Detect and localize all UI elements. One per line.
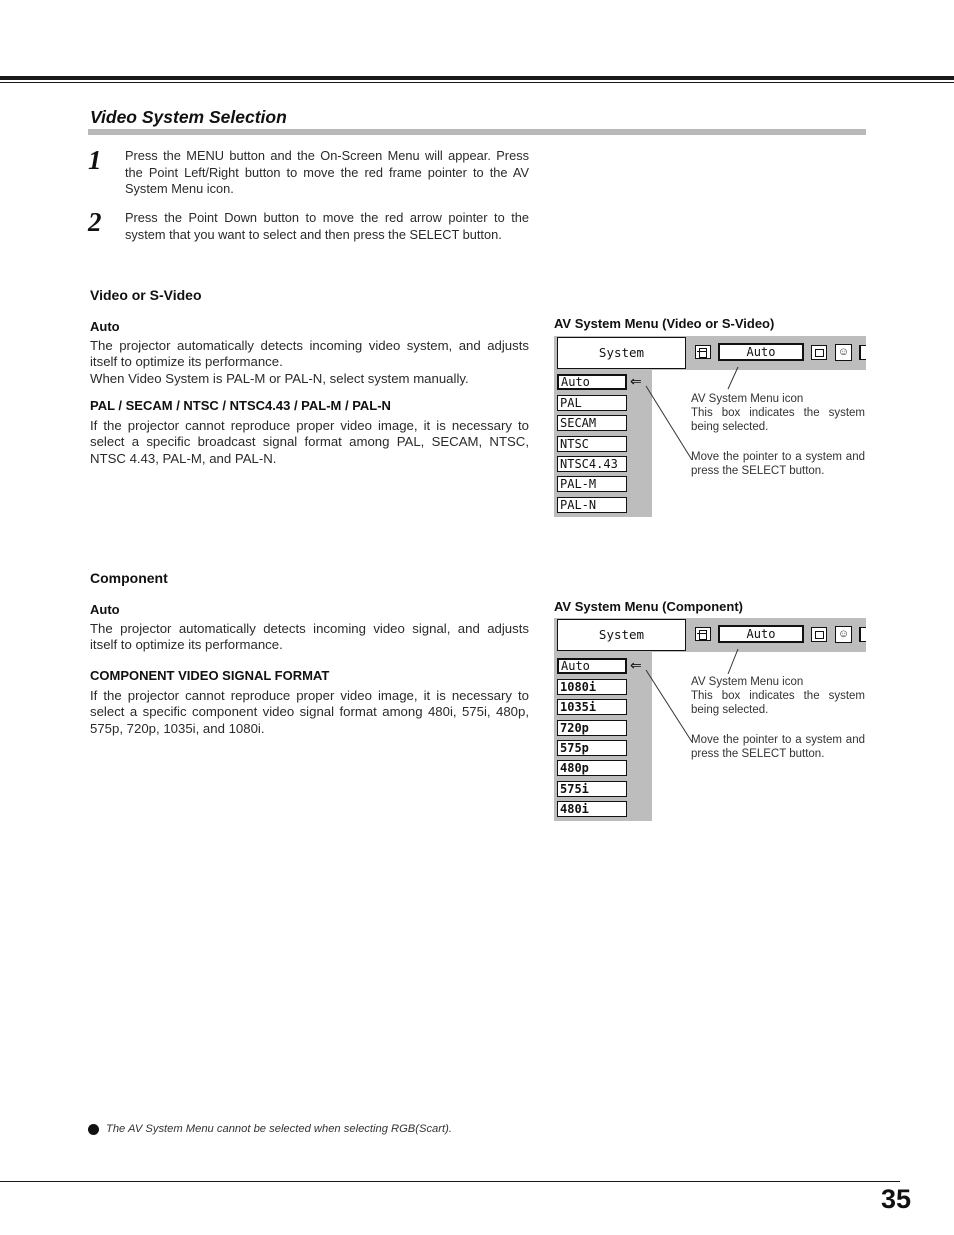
menu-system-label: System [557,337,686,369]
component-figure-caption: AV System Menu (Component) [554,599,743,614]
menu-item-pal-m: PAL-M [557,476,627,492]
av-system-menu-icon: Auto [718,343,804,361]
step-2-text: Press the Point Down button to move the red arrow pointer to the system that you want to select and then press the SELECT button. [125,210,529,242]
component-formats-text: If the projector cannot reproduce proper video image, it is necessary to select a specific component video signal format among 480i, 575i, 480p, 575p, 720p, 1035i, and 1080i. [90,688,529,736]
title-underline-bar [88,129,866,135]
video-callout-icon-text: This box indicates the system being selected. [691,407,865,433]
menu-item-480p: 480p [557,760,627,776]
component-formats-heading: COMPONENT VIDEO SIGNAL FORMAT [90,668,330,683]
menu-item-575i: 575i [557,781,627,797]
menu-item-auto: Auto [557,374,627,390]
component-heading: Component [90,570,168,586]
step-1-text: Press the MENU button and the On-Screen Menu will appear. Press the Point Left/Right button to move the red frame pointer to the AV System Menu icon. [125,148,529,196]
step-number-2: 2 [88,207,102,237]
video-auto-text: The projector automatically detects incoming video system, and adjusts itself to optimize its performance. [90,338,529,370]
av-system-menu-icon: Auto [718,625,804,643]
header-rule-thin [0,82,954,83]
section-title: Video System Selection [90,107,287,127]
menu-item-1080i: 1080i [557,679,627,695]
video-formats-text: If the projector cannot reproduce proper video image, it is necessary to select a specific broadcast signal format among PAL, SECAM, NTSC, NTSC 4.43, PAL-M, and PAL-N. [90,418,529,466]
menu-item-ntsc: NTSC [557,436,627,452]
component-callout-icon-text: This box indicates the system being selected. [691,690,865,716]
component-auto-text: The projector automatically detects incoming video signal, and adjusts itself to optimize its performance. [90,621,529,653]
menu-item-auto: Auto [557,658,627,674]
footnote: The AV System Menu cannot be selected when selecting RGB(Scart). [106,1123,452,1135]
page-number: 35 [881,1184,912,1214]
menu-item-480i: 480i [557,801,627,817]
video-figure-caption: AV System Menu (Video or S-Video) [554,316,775,331]
video-callout-icon-title: AV System Menu icon [691,393,804,405]
header-rule [0,76,954,80]
video-auto-note: When Video System is PAL-M or PAL-N, select system manually. [90,371,469,386]
bullet-icon [88,1124,99,1135]
setting-face-icon: ☺ [835,626,852,643]
menu-item-pal-n: PAL-N [557,497,627,513]
component-callout-lines [554,618,866,822]
video-auto-heading: Auto [90,319,120,334]
video-callout-pointer-text: Move the pointer to a system and press the SELECT button. [691,451,865,477]
component-auto-heading: Auto [90,602,120,617]
video-heading: Video or S-Video [90,287,202,303]
menu-item-720p: 720p [557,720,627,736]
step-number-1: 1 [88,145,102,175]
menu-item-ntsc443: NTSC4.43 [557,456,627,472]
red-arrow-pointer-icon: ⇐ [630,373,642,389]
footer-rule [0,1181,900,1182]
menu-item-575p: 575p [557,740,627,756]
component-callout-icon-title: AV System Menu icon [691,676,804,688]
video-formats-heading: PAL / SECAM / NTSC / NTSC4.43 / PAL-M / PAL-N [90,398,391,413]
menu-system-label: System [557,619,686,651]
setting-face-icon: ☺ [835,344,852,361]
menu-item-pal: PAL [557,395,627,411]
component-callout-pointer-text: Move the pointer to a system and press the SELECT button. [691,734,865,760]
menu-item-1035i: 1035i [557,699,627,715]
red-arrow-pointer-icon: ⇐ [630,657,642,673]
menu-item-secam: SECAM [557,415,627,431]
